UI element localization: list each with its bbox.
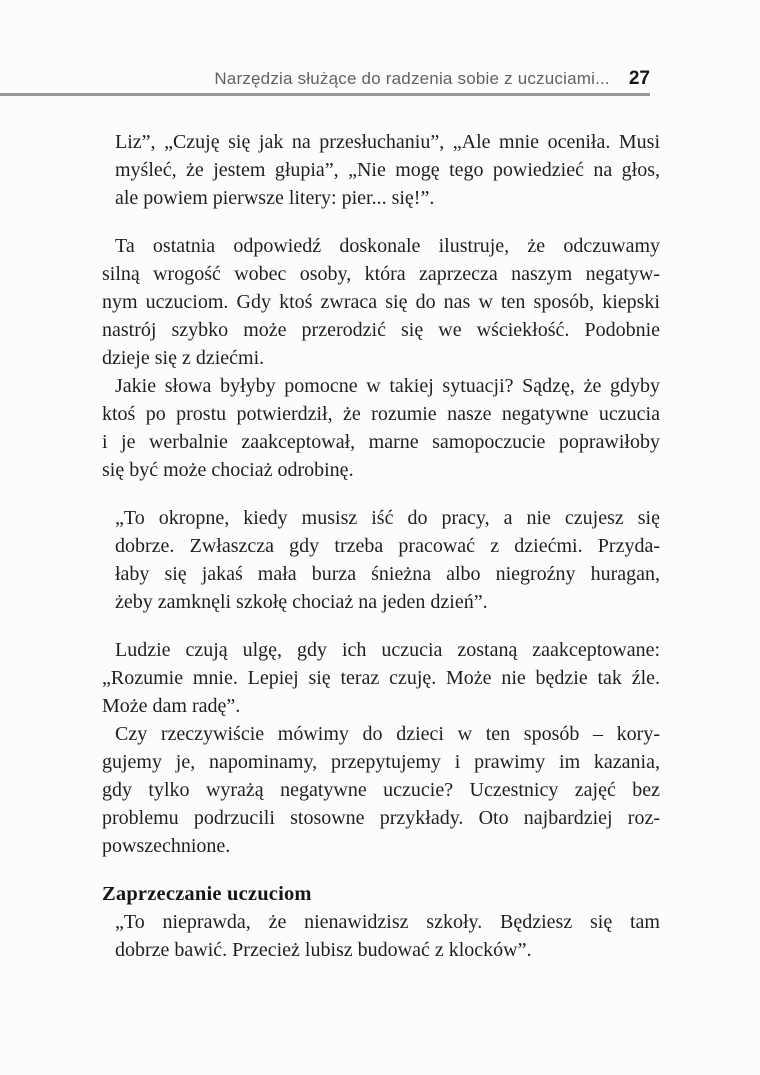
body-paragraph: [102, 636, 660, 720]
text-line: Czy rzeczywiście mówimy do dzieci w ten sposób – kory-: [115, 723, 660, 745]
text-line: żeby zamknęli szkołę chociaż na jeden dzień”.: [115, 591, 488, 613]
body-paragraph: [102, 232, 660, 372]
text-line: się być może chociaż odrobinę.: [102, 459, 354, 481]
text-line: myśleć, że jestem głupia”, „Nie mogę tego powiedzieć na głos,: [115, 159, 660, 181]
text-line: i je werbalnie zaakceptował, marne samopoczucie poprawiłoby: [102, 431, 660, 453]
text-line: łaby się jakaś mała burza śnieżna albo niegroźny huragan,: [115, 563, 660, 585]
chapter-title: Narzędzia służące do radzenia sobie z uczuciami...: [214, 69, 610, 88]
text-line: ktoś po prostu potwierdził, że rozumie nasze negatywne uczucia: [102, 403, 660, 425]
text-line: gdy tylko wyrażą negatywne uczucie? Uczestnicy zajęć bez: [102, 779, 660, 801]
quote-block: [102, 504, 660, 616]
header-rule: [0, 93, 650, 96]
text-line: silną wrogość wobec osoby, która zaprzecza naszym negatyw-: [102, 263, 660, 285]
text-line: Liz”, „Czuję się jak na przesłuchaniu”, „Ale mnie oceniła. Musi: [115, 131, 660, 153]
page-number: 27: [628, 68, 650, 89]
text-line: „Rozumie mnie. Lepiej się teraz czuję. Może nie będzie tak źle.: [102, 667, 660, 689]
section-heading: Zaprzeczanie uczuciom: [102, 883, 312, 905]
text-line: dobrze bawić. Przecież lubisz budować z klocków”.: [115, 939, 532, 961]
quote-block: [102, 908, 660, 964]
text-line: ale powiem pierwsze litery: pier... się!”.: [115, 187, 435, 209]
body-paragraph: [102, 372, 660, 484]
text-line: nastrój szybko może przerodzić się we wściekłość. Podobnie: [102, 319, 660, 341]
body-paragraph: [102, 720, 660, 860]
page-body: [102, 128, 660, 964]
text-line: „To okropne, kiedy musisz iść do pracy, a nie czujesz się: [115, 507, 660, 529]
text-line: Może dam radę”.: [102, 695, 241, 717]
text-line: Ta ostatnia odpowiedź doskonale ilustruje, że odczuwamy: [115, 235, 660, 257]
text-line: problemu podrzucili stosowne przykłady. Oto najbardziej roz-: [102, 807, 660, 829]
text-line: Ludzie czują ulgę, gdy ich uczucia zostaną zaakceptowane:: [115, 639, 660, 661]
text-line: nym uczuciom. Gdy ktoś zwraca się do nas w ten sposób, kiepski: [102, 291, 660, 313]
quote-block: [102, 128, 660, 212]
text-line: Jakie słowa byłyby pomocne w takiej sytuacji? Sądzę, że gdyby: [115, 375, 660, 397]
running-header: [0, 68, 650, 90]
text-line: powszechnione.: [102, 835, 231, 857]
text-line: dobrze. Zwłaszcza gdy trzeba pracować z dziećmi. Przyda-: [115, 535, 660, 557]
text-line: dzieje się z dziećmi.: [102, 347, 265, 369]
text-line: gujemy je, napominamy, przepytujemy i prawimy im kazania,: [102, 751, 660, 773]
text-line: „To nieprawda, że nienawidzisz szkoły. Będziesz się tam: [115, 911, 660, 933]
